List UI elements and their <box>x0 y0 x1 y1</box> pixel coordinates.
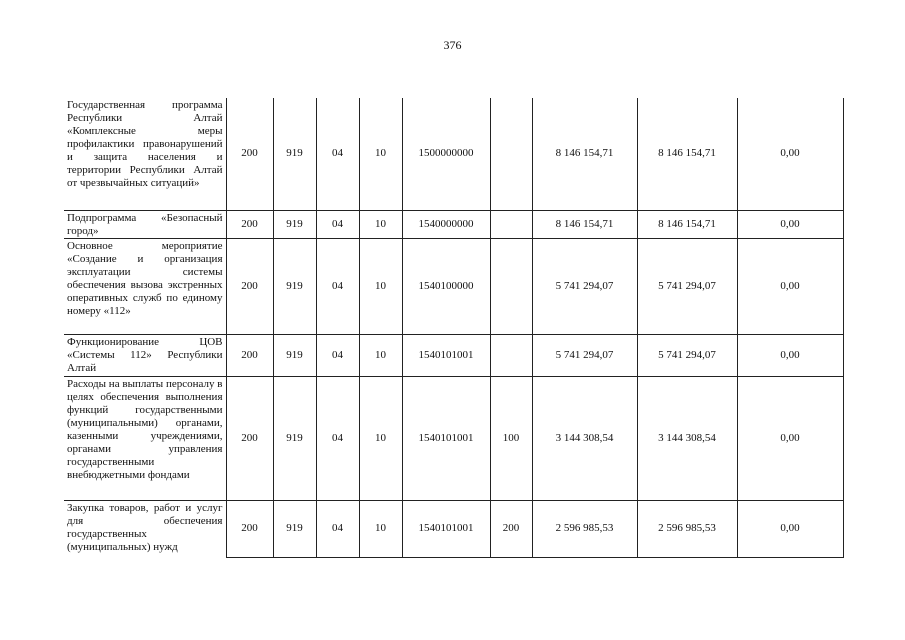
subsection-cell: 10 <box>359 334 402 376</box>
budget-table <box>64 98 844 558</box>
target-cell: 1500000000 <box>402 98 490 210</box>
expense-type-cell <box>490 98 532 210</box>
target-cell: 1540100000 <box>402 238 490 334</box>
amount3-cell: 0,00 <box>737 238 843 334</box>
amount1-cell: 8 146 154,71 <box>532 210 637 238</box>
ministry-cell: 200 <box>226 334 273 376</box>
section-cell: 04 <box>316 210 359 238</box>
section-cell: 04 <box>316 500 359 557</box>
target-cell: 1540101001 <box>402 500 490 557</box>
expense-type-cell: 100 <box>490 376 532 500</box>
code-cell: 919 <box>273 500 316 557</box>
code-cell: 919 <box>273 376 316 500</box>
row-name: Подпрограмма «Безопасный город» <box>64 210 226 238</box>
amount1-cell: 5 741 294,07 <box>532 238 637 334</box>
section-cell: 04 <box>316 238 359 334</box>
amount2-cell: 8 146 154,71 <box>637 210 737 238</box>
table-row <box>64 238 843 334</box>
section-cell: 04 <box>316 376 359 500</box>
section-cell: 04 <box>316 98 359 210</box>
table-row <box>64 376 843 500</box>
page-number: 376 <box>443 38 462 52</box>
amount2-cell: 3 144 308,54 <box>637 376 737 500</box>
amount1-cell: 2 596 985,53 <box>532 500 637 557</box>
amount1-cell: 8 146 154,71 <box>532 98 637 210</box>
amount3-cell: 0,00 <box>737 98 843 210</box>
amount2-cell: 5 741 294,07 <box>637 238 737 334</box>
amount3-cell: 0,00 <box>737 500 843 557</box>
row-name: Основное мероприятие «Создание и организация эксплуатации системы обеспечения вызова экстренных оперативных служб по единому номеру «112» <box>64 238 226 334</box>
table-row <box>64 210 843 238</box>
subsection-cell: 10 <box>359 238 402 334</box>
subsection-cell: 10 <box>359 98 402 210</box>
code-cell: 919 <box>273 334 316 376</box>
table-row <box>64 98 843 210</box>
amount1-cell: 5 741 294,07 <box>532 334 637 376</box>
row-name: Расходы на выплаты персоналу в целях обеспечения выполнения функций государственными (муниципальными) органами, казенными учреждениями, органами управления государственными внебюджетными фондами <box>64 376 226 500</box>
target-cell: 1540101001 <box>402 334 490 376</box>
amount2-cell: 2 596 985,53 <box>637 500 737 557</box>
ministry-cell: 200 <box>226 210 273 238</box>
amount3-cell: 0,00 <box>737 334 843 376</box>
row-name: Государственная программа Республики Алтай «Комплексные меры профилактики правонарушений и защита населения и территории Республики Алтай от чрезвычайных ситуаций» <box>64 98 226 210</box>
amount3-cell: 0,00 <box>737 210 843 238</box>
code-cell: 919 <box>273 98 316 210</box>
subsection-cell: 10 <box>359 376 402 500</box>
ministry-cell: 200 <box>226 376 273 500</box>
ministry-cell: 200 <box>226 500 273 557</box>
amount2-cell: 5 741 294,07 <box>637 334 737 376</box>
ministry-cell: 200 <box>226 98 273 210</box>
target-cell: 1540000000 <box>402 210 490 238</box>
section-cell: 04 <box>316 334 359 376</box>
table-row <box>64 334 843 376</box>
table-row <box>64 500 843 557</box>
expense-type-cell: 200 <box>490 500 532 557</box>
amount2-cell: 8 146 154,71 <box>637 98 737 210</box>
code-cell: 919 <box>273 210 316 238</box>
subsection-cell: 10 <box>359 500 402 557</box>
target-cell: 1540101001 <box>402 376 490 500</box>
row-name: Функционирование ЦОВ «Системы 112» Республики Алтай <box>64 334 226 376</box>
code-cell: 919 <box>273 238 316 334</box>
ministry-cell: 200 <box>226 238 273 334</box>
amount3-cell: 0,00 <box>737 376 843 500</box>
expense-type-cell <box>490 238 532 334</box>
row-name: Закупка товаров, работ и услуг для обеспечения государственных (муниципальных) нужд <box>64 500 226 557</box>
expense-type-cell <box>490 210 532 238</box>
amount1-cell: 3 144 308,54 <box>532 376 637 500</box>
expense-type-cell <box>490 334 532 376</box>
subsection-cell: 10 <box>359 210 402 238</box>
